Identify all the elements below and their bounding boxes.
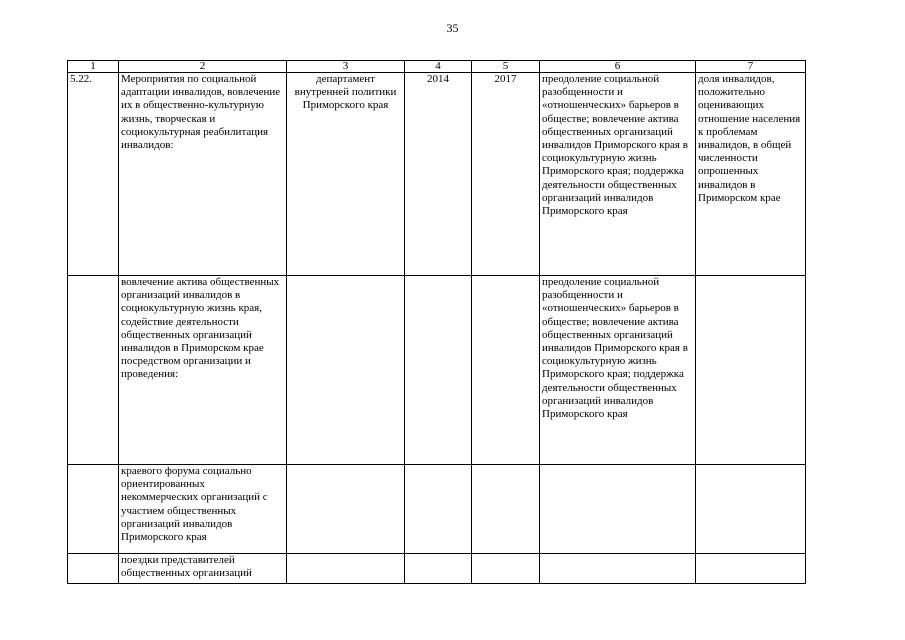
indicator-cell xyxy=(696,276,806,465)
start-year-cell xyxy=(405,276,472,465)
row-number-cell xyxy=(68,554,119,584)
row-number-cell xyxy=(68,465,119,554)
column-header: 3 xyxy=(287,61,405,73)
executor-cell xyxy=(287,554,405,584)
table-row xyxy=(68,554,806,584)
executor-cell xyxy=(287,276,405,465)
column-header: 1 xyxy=(68,61,119,73)
measure-cell: краевого форума социально ориентированных некоммерческих организаций с участием общественных организаций инвалидов Приморского края xyxy=(119,465,287,554)
indicator-cell xyxy=(696,465,806,554)
header-row xyxy=(68,61,806,73)
indicator-cell: доля инвалидов, положительно оценивающих отношение населения к проблемам инвалидов, в общей численности опрошенных инвалидов в Приморском крае xyxy=(696,73,806,276)
table-row xyxy=(68,276,806,465)
result-cell xyxy=(540,465,696,554)
start-year-cell: 2014 xyxy=(405,73,472,276)
column-header: 5 xyxy=(472,61,540,73)
measure-cell: вовлечение актива общественных организаций инвалидов в социокультурную жизнь края, содействие деятельности общественных организаций инвалидов в Приморском крае посредством организации и проведения: xyxy=(119,276,287,465)
table-row xyxy=(68,465,806,554)
start-year-cell xyxy=(405,465,472,554)
column-header: 2 xyxy=(119,61,287,73)
program-table xyxy=(67,60,806,584)
start-year-cell xyxy=(405,554,472,584)
result-cell: преодоление социальной разобщенности и «отношенческих» барьеров в обществе; вовлечение актива общественных организаций инвалидов Приморского края в социокультурную жизнь Приморского края; поддержка деятельности общественных организаций инвалидов Приморского края xyxy=(540,276,696,465)
measure-cell: Мероприятия по социальной адаптации инвалидов, вовлечение их в общественно-культурную жизнь, творческая и социокультурная реабилитация инвалидов: xyxy=(119,73,287,276)
row-number-cell xyxy=(68,276,119,465)
page-number: 35 xyxy=(446,21,459,35)
end-year-cell xyxy=(472,276,540,465)
executor-cell: департамент внутренней политики Приморского края xyxy=(287,73,405,276)
end-year-cell: 2017 xyxy=(472,73,540,276)
indicator-cell xyxy=(696,554,806,584)
column-header: 6 xyxy=(540,61,696,73)
measure-cell: поездки представителей общественных организаций xyxy=(119,554,287,584)
column-header: 7 xyxy=(696,61,806,73)
result-cell xyxy=(540,554,696,584)
column-header: 4 xyxy=(405,61,472,73)
row-number-cell: 5.22. xyxy=(68,73,119,276)
executor-cell xyxy=(287,465,405,554)
table-row xyxy=(68,73,806,276)
result-cell: преодоление социальной разобщенности и «отношенческих» барьеров в обществе; вовлечение актива общественных организаций инвалидов Приморского края в социокультурную жизнь Приморского края; поддержка деятельности общественных организаций инвалидов Приморского края xyxy=(540,73,696,276)
end-year-cell xyxy=(472,465,540,554)
end-year-cell xyxy=(472,554,540,584)
